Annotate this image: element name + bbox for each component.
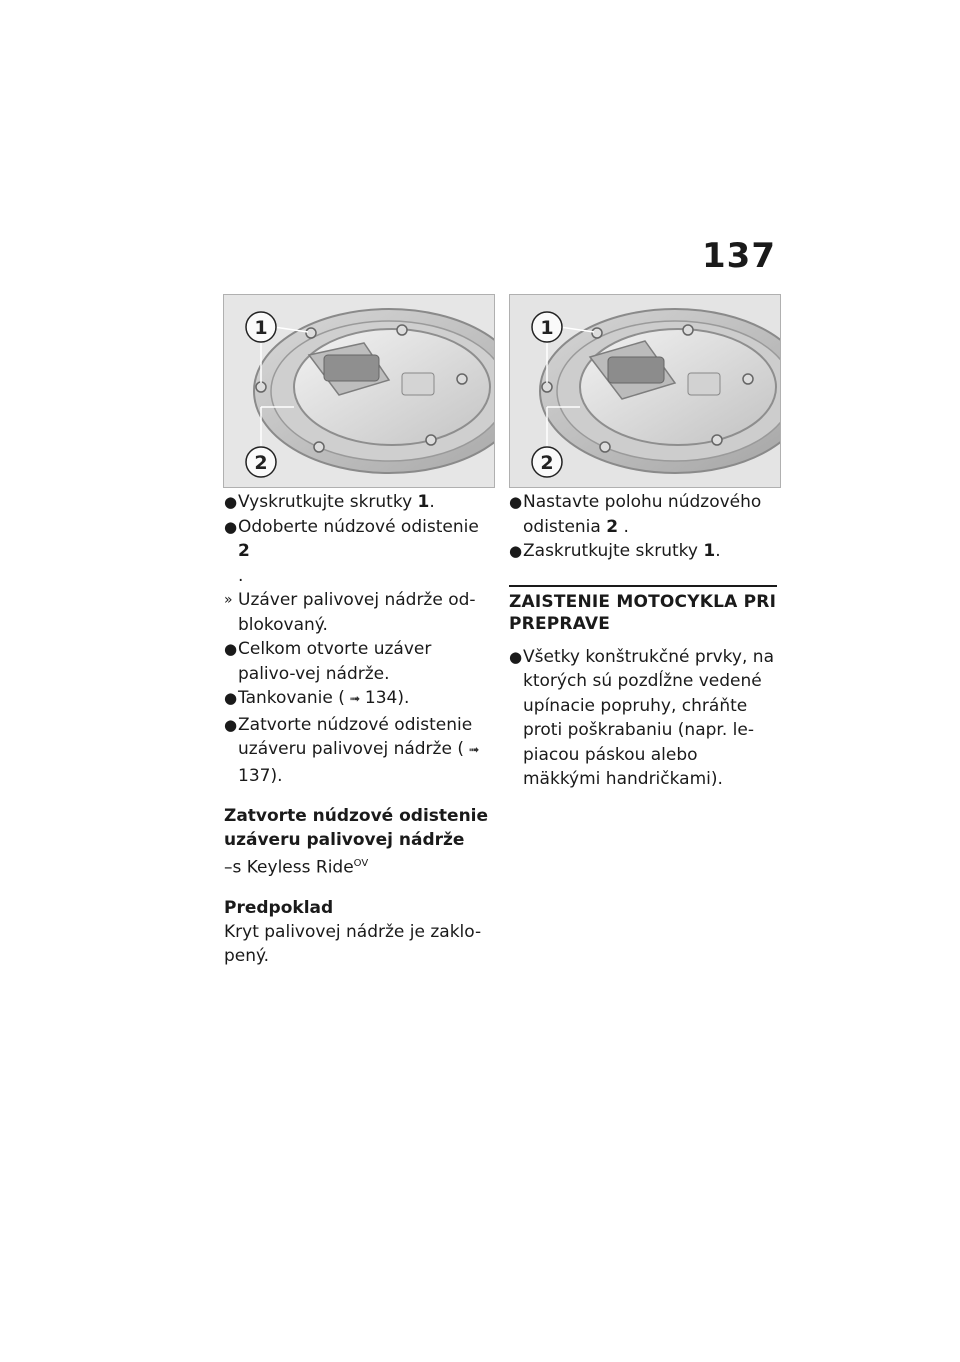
instruction-step-with-link: ● Zatvorte núdzové odistenie uzáveru palivovej nádrže ( ➟137). [224,713,492,789]
callout-2-label: 2 [540,452,554,474]
result-arrow-icon: » [224,592,233,608]
callout-2-label: 2 [254,452,268,474]
subheading: Zatvorte núdzové odistenie uzáveru palivovej nádrže [224,806,489,850]
instruction-step-with-link: ● Tankovanie ( ➟ 134). [224,686,492,713]
fuel-cap-drawing [510,295,780,487]
fuel-cap-drawing [224,295,494,487]
page-reference-link[interactable]: 137). [238,765,283,786]
instruction-step: ● Vyskrutkujte skrutky 1. [224,490,492,515]
page-reference-link[interactable]: 134). [364,688,410,708]
bullet-icon: ● [224,689,238,707]
bullet-icon: ● [224,640,238,658]
bullet-icon: ● [509,542,523,560]
bullet-icon: ● [509,647,523,666]
instruction-result: » Uzáver palivovej nádrže od-blokovaný. [224,590,476,635]
section-divider [509,585,777,587]
bullet-icon: ● [224,493,238,511]
section-title: ZAISTENIE MOTOCYKLA PRI PREPRAVE [509,591,777,634]
left-column [224,490,492,968]
instruction-step: ● Zaskrutkujte skrutky 1. [509,539,777,564]
instruction-step: ● Všetky konštrukčné prvky, na ktorých sú pozdĺžne vedené upínacie popruhy, chráňte proti poškrabaniu (napr. le-piacou páskou alebo mäkkými handričkami). [509,646,774,789]
callout-1-label: 1 [254,317,268,339]
fuel-cap-illustration-right [509,294,781,488]
page-number: 137 [702,236,776,276]
bullet-icon: ● [224,715,238,734]
bullet-icon: ● [509,493,523,511]
fuel-cap-illustration-left [223,294,495,488]
callout-1-label: 1 [540,317,554,339]
instruction-step: ● Nastavte polohu núdzového odistenia 2 . [509,492,762,537]
prerequisite-text: Kryt palivovej nádrže je zaklo-pený. [224,921,482,966]
condition-note: –s Keyless Ride$^{OV}$ [224,857,369,878]
instruction-step: ● Odoberte núdzové odistenie 2 . [224,516,479,586]
bullet-icon: ● [224,517,238,536]
right-column [509,490,777,792]
reference-arrow-icon: ➟ [468,743,480,758]
instruction-step: ● Celkom otvorte uzáver palivo-vej nádrže. [224,639,432,684]
reference-arrow-icon: ➟ [349,692,361,707]
prerequisite-label: Predpoklad [224,897,334,918]
